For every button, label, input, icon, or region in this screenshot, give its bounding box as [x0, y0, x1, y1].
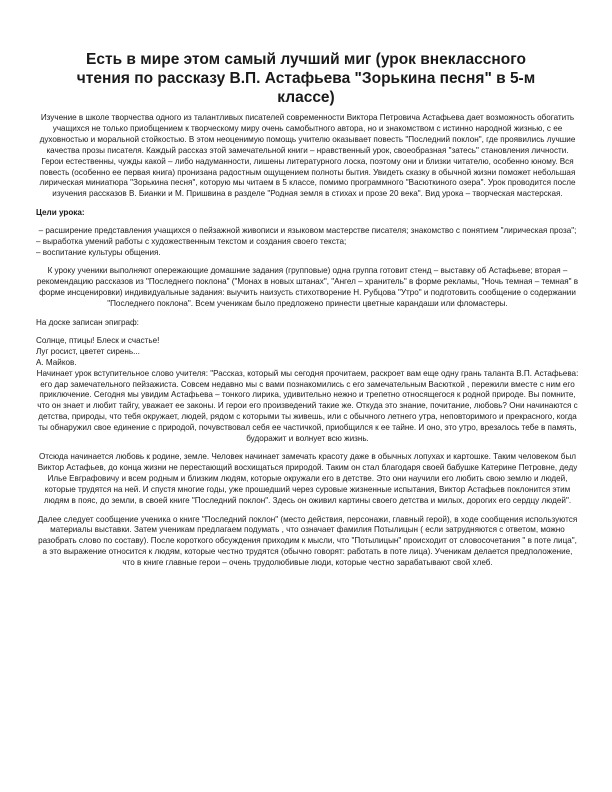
- teacher-intro-paragraph: Начинает урок вступительное слово учителя: "Рассказ, который мы сегодня прочитаем, раскроет вам еще одну грань таланта В.П. Астафьева: его дар замечательного пейзажиста. Совсем недавно мы с вами познакомились с его замечательным Васюткой , пережили вместе с ним его приключение. Сегодня мы увидим Астафьева – тонкого лирика, удивительно нежно и трепетно относящегося к родной природе. Вы помните, что он знает и любит тайгу, уважает ее законы. И герои его произведений такие же. Откуда это знание, почитание, любовь? Они начинаются с детства, природы, что тебя окружает, людей, рядом с которыми ты живешь, или с обычного летнего утра, неповторимого и прекрасного, когда ты обнаружил свое единение с природой, почувствовал себя ее частичкой, приобщился к ее тайне. И оно, это утро, врезалось тебе в память, будоражит и волнует всю жизнь.: [36, 368, 579, 444]
- goals-list: [36, 226, 579, 259]
- epigraph-line: Луг росист, цветет сирень...: [36, 346, 140, 356]
- intro-paragraph: Изучение в школе творчества одного из талантливых писателей современности Виктора Петровича Астафьева дает возможность обогатить учащихся не только приобщением к творческому миру очень самобытного автора, но и знакомством с истинно народной жизнью, с ее духовностью и моральной стойкостью. В этом неоценимую помощь учителю оказывает повесть "Последний поклон", где проявились лучшие качества прозы писателя. Каждый рассказ этой замечательной книги – нравственный урок, своеобразная "затесь" становления личности. Герои естественны, чужды какой – либо надуманности, лишены литературного лоска, поэтому они и близки читателю, особенно юному. Вся повесть (особенно ее первая книга) пронизана радостным ощущением полноты бытия. Увидеть сказку в обычной жизни поможет небольшая лирическая миниатюра "Зорькина песня", которую мы читаем в 5 классе, помимо программного "Васюткиного озера". Урок проводится после изучения рассказов В. Бианки и М. Пришвина в разделе "Родная земля в стихах и прозе 20 века". Вид урока – творческая мастерская.: [39, 113, 576, 199]
- document-body: [36, 113, 579, 569]
- homework-paragraph: К уроку ученики выполняют опережающие домашние задания (групповые) одна группа готовит стенд – выставку об Астафьеве; вторая – рекомендацию рассказов из "Последнего поклона" ("Монах в новых штанах", "Ангел – хранитель" в форме рекламы, "Ночь темная – темная" в форме инсценировки) индивидуальные задания: выучить наизусть стихотворение Н. Рубцова "Утро" и подготовить сообщение о содержании "Последнего поклона". Всем ученикам было предложено принести цветные карандаши или фломастеры.: [36, 266, 579, 309]
- goals-heading: Цели урока:: [36, 207, 85, 217]
- goal-item: – расширение представления учащихся о пейзажной живописи и языковом мастерстве писателя; знакомство с понятием "лирическая проза";: [38, 226, 577, 236]
- love-origin-paragraph: Отсюда начинается любовь к родине, земле. Человек начинает замечать красоту даже в обычных лопухах и картошке. Таким человеком был Виктор Астафьев, до конца жизни не перестающий восхищаться природой. Таким он стал благодаря своей бабушке Катерине Петровне, деду Илье Евграфовичу и всем родным и близким людям, которые окружали его в детстве. Это они научили его любить свою землю и людей, которые трудятся на ней. И спустя многие годы, уже прошедший через суровые жизненные испытания, Виктор Астафьев поклонится этим людям в пояс, до земли, в своей книге "Последний поклон". Здесь он оживил картины своего детства и милых, дорогих его сердцу людей".: [37, 452, 578, 506]
- goal-item: – выработка умений работы с художественным текстом и создания своего текста;: [36, 237, 347, 247]
- epigraph-intro: На доске записан эпиграф:: [36, 317, 139, 327]
- epigraph: [36, 336, 579, 369]
- goal-item: – воспитание культуры общения.: [36, 247, 161, 257]
- epigraph-line: Солнце, птицы! Блеск и счастье!: [36, 335, 160, 345]
- epigraph-author: А. Майков.: [36, 357, 77, 367]
- further-paragraph: Далее следует сообщение ученика о книге "Последний поклон" (место действия, персонажи, главный герой), в ходе сообщения используются материалы выставки. Затем ученикам предлагаем подумать , что означает фамилия Потылицын ( если затрудняются с ответом, можно разобрать слово по составу). После короткого обсуждения приходим к мысли, что "Потылицын" происходит от словосочетания " в поте лица", а это выражение относится к людям, которые честно трудятся (обычно говорят: работать в поте лица). Ученикам делается предположение, что в книге главные герои – очень трудолюбивые люди, которые честно зарабатывают свой хлеб.: [37, 514, 578, 568]
- document-title: Есть в мире этом самый лучший миг (урок внеклассного чтения по рассказу В.П. Астафьева "Зорькина песня" в 5-м классе): [76, 51, 536, 106]
